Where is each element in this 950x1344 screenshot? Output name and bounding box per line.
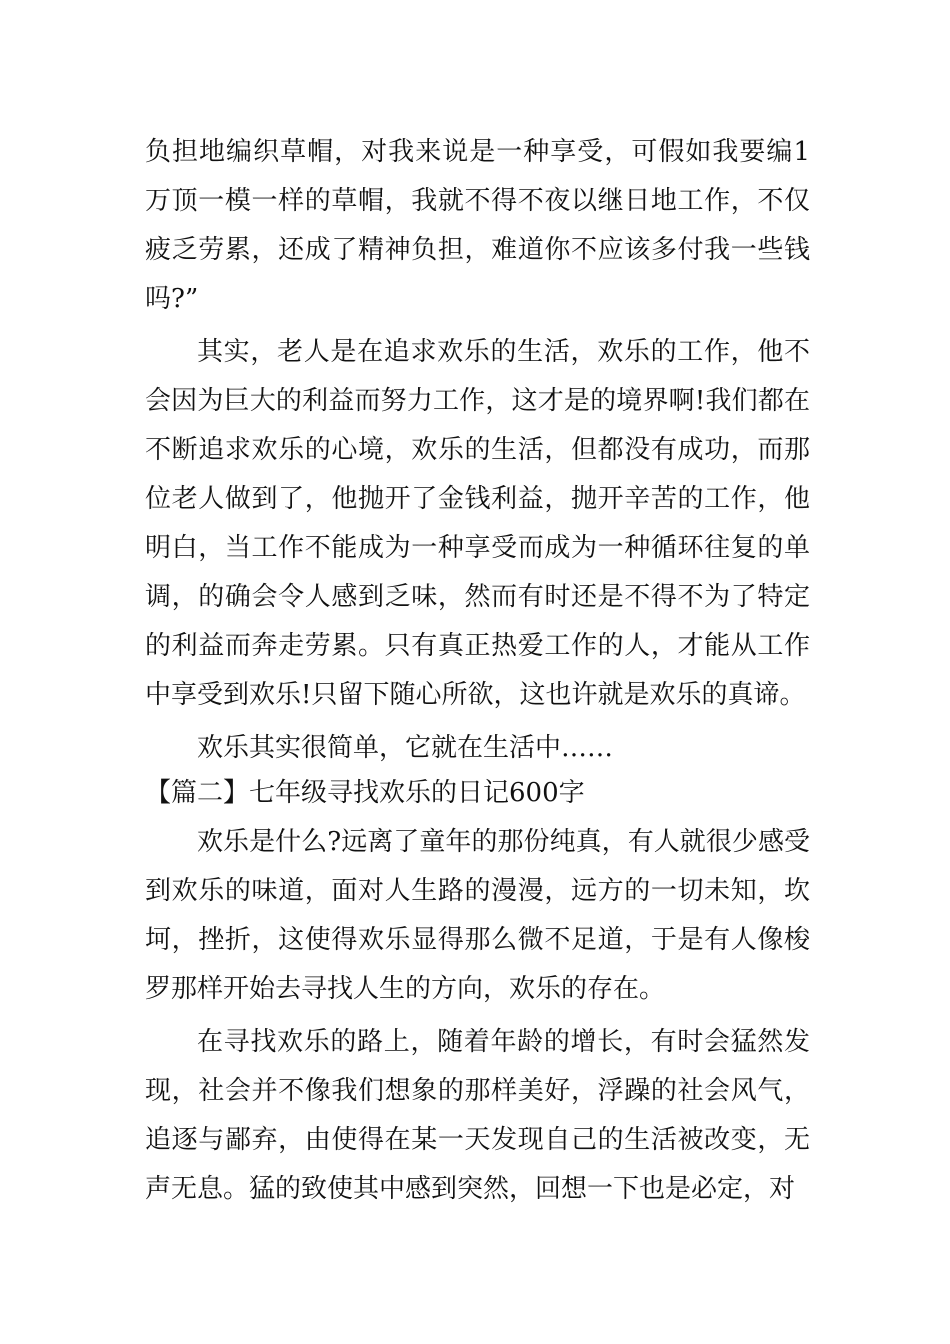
paragraph: 其实，老人是在追求欢乐的生活，欢乐的工作，他不会因为巨大的利益而努力工作，这才是的境界啊!我们都在不断追求欢乐的心境，欢乐的生活，但都没有成功，而那位老人做到了，他抛开了金钱利益，抛开辛苦的工作，他明白，当工作不能成为一种享受而成为一种循环往复的单调，的确会令人感到乏味，然而有时还是不得不为了特定的利益而奔走劳累。只有真正热爱工作的人，才能从工作中享受到欢乐!只留下随心所欲，这也许就是欢乐的真谛。 — [145, 337, 810, 710]
paragraph: 负担地编织草帽，对我来说是一种享受，可假如我要编1万顶一模一样的草帽，我就不得不夜以继日地工作，不仅疲乏劳累，还成了精神负担，难道你不应该多付我一些钱吗?” — [145, 137, 810, 314]
document-body — [145, 128, 810, 1214]
paragraph: 欢乐其实很简单，它就在生活中…… — [197, 733, 614, 763]
section-heading: 【篇二】七年级寻找欢乐的日记600字 — [145, 778, 585, 808]
paragraph: 在寻找欢乐的路上，随着年龄的增长，有时会猛然发现，社会并不像我们想象的那样美好，浮躁的社会风气，追逐与鄙弃，由使得在某一天发现自己的生活被改变，无声无息。猛的致使其中感到突然，回想一下也是必定，对 — [145, 1027, 810, 1204]
paragraph: 欢乐是什么?远离了童年的那份纯真，有人就很少感受到欢乐的味道，面对人生路的漫漫，远方的一切未知，坎坷，挫折，这使得欢乐显得那么微不足道，于是有人像梭罗那样开始去寻找人生的方向，欢乐的存在。 — [145, 827, 810, 1004]
